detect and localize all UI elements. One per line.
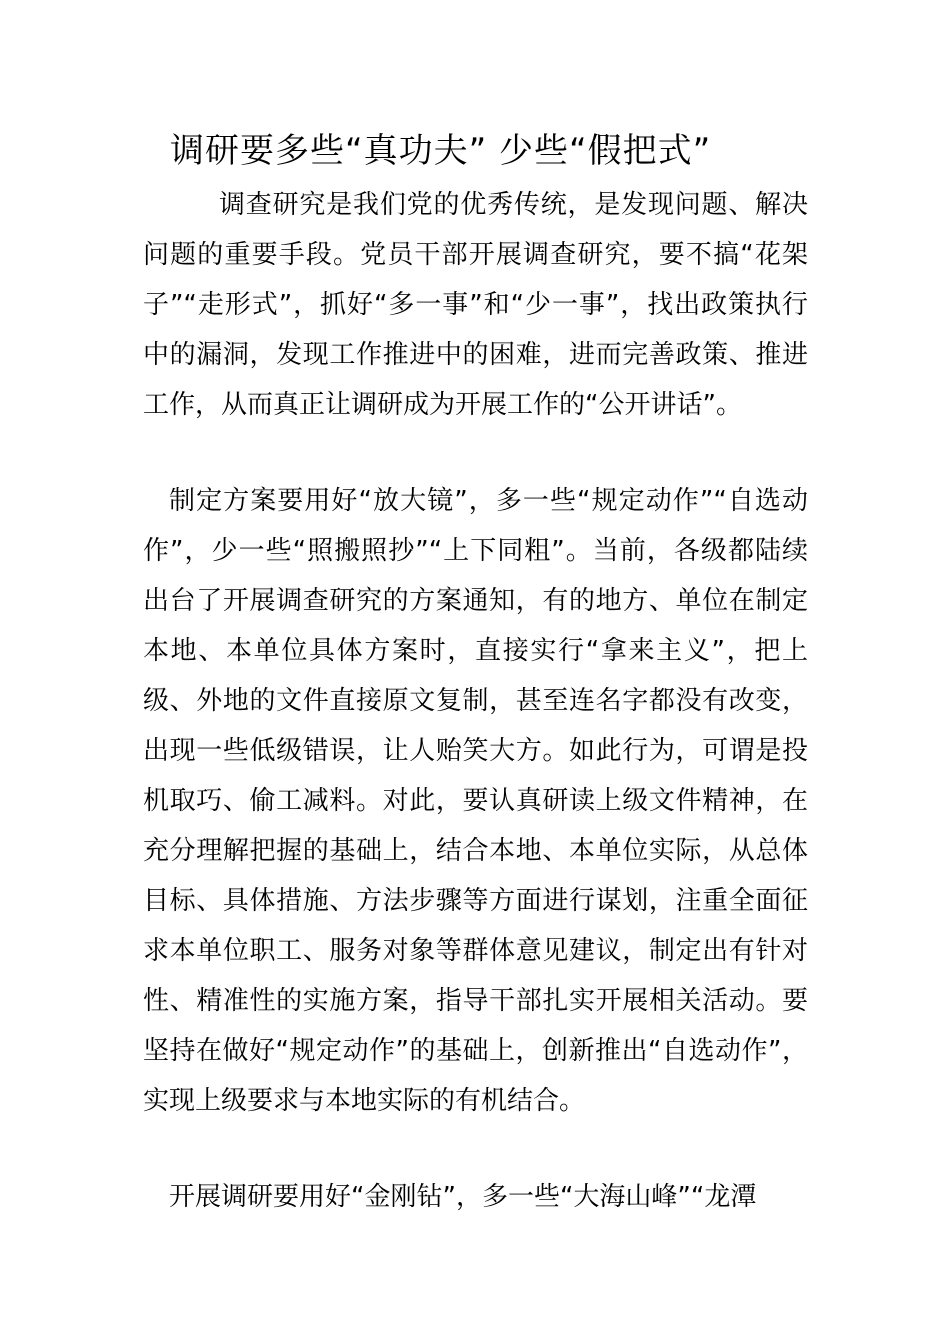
paragraph-3: 开展调研要用好“金刚钻”，多一些“大海山峰”“龙潭: [169, 1182, 757, 1212]
paragraph-1: 调查研究是我们党的优秀传统，是发现问题、解决问题的重要手段。党员干部开展调查研究，要不搞“花架子”“走形式”，抓好“多一事”和“少一事”，找出政策执行中的漏洞，发现工作推进中的困难，进而完善政策、推进工作，从而真正让调研成为开展工作的“公开讲话”。: [143, 190, 808, 420]
paragraph-2: 制定方案要用好“放大镜”，多一些“规定动作”“自选动作”，少一些“照搬照抄”“上下同粗”。当前，各级都陆续出台了开展调查研究的方案通知，有的地方、单位在制定本地、本单位具体方案时，直接实行“拿来主义”，把上级、外地的文件直接原文复制，甚至连名字都没有改变，出现一些低级错误，让人贻笑大方。如此行为，可谓是投机取巧、偷工减料。对此，要认真研读上级文件精神，在充分理解把握的基础上，结合本地、本单位实际，从总体目标、具体措施、方法步骤等方面进行谋划，注重全面征求本单位职工、服务对象等群体意见建议，制定出有针对性、精准性的实施方案，指导干部扎实开展相关活动。要坚持在做好“规定动作”的基础上，创新推出“自选动作”，实现上级要求与本地实际的有机结合。: [143, 486, 808, 1116]
document-title: 调研要多些“真功夫” 少些“假把式”: [170, 131, 712, 171]
